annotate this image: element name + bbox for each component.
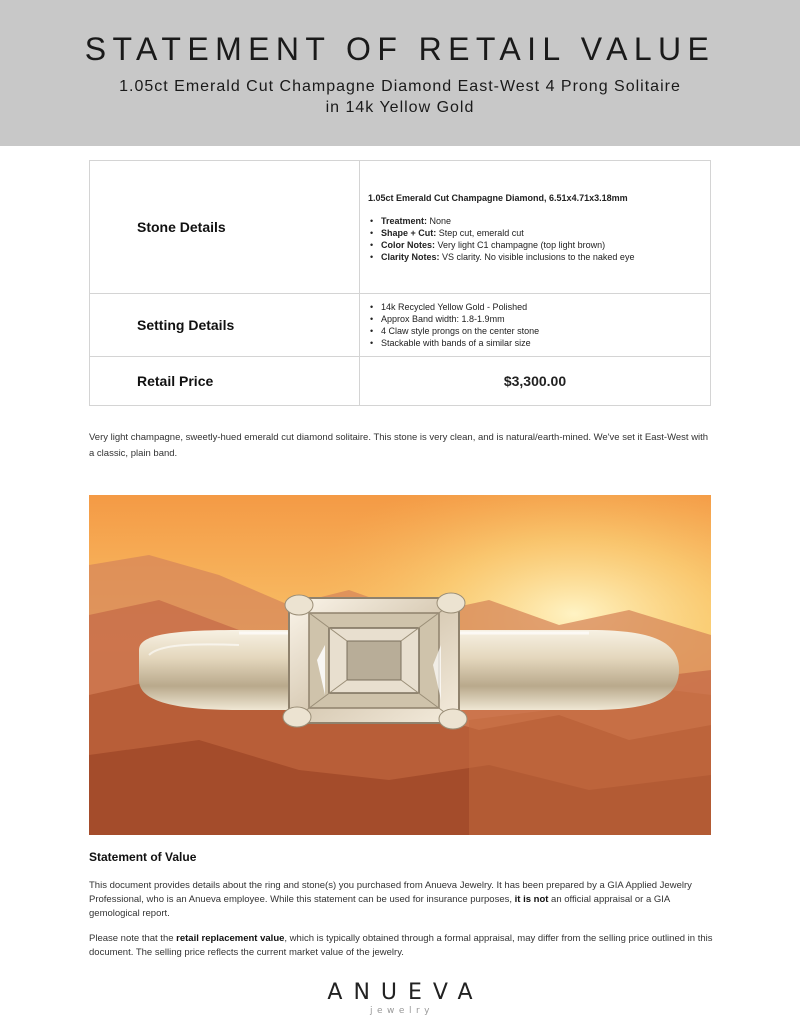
stone-detail-item: • Color Notes: Very light C1 champagne (top light brown) — [368, 239, 710, 251]
statement-of-value-heading: Statement of Value — [89, 850, 197, 864]
stone-detail-item: • Clarity Notes: VS clarity. No visible inclusions to the naked eye — [368, 251, 710, 263]
retail-price-value: $3,300.00 — [360, 357, 711, 406]
product-description: Very light champagne, sweetly-hued emerald cut diamond solitaire. This stone is very clean, and is natural/earth-mined. We've set it East-West with a classic, plain band. — [89, 432, 709, 459]
retail-price-label: Retail Price — [90, 357, 360, 406]
setting-detail-item: • Approx Band width: 1.8-1.9mm — [368, 313, 710, 325]
setting-detail-item: • 4 Claw style prongs on the center stone — [368, 325, 710, 337]
setting-details-row — [90, 294, 711, 357]
setting-details-label: Setting Details — [90, 294, 360, 357]
document-title: STATEMENT OF RETAIL VALUE — [84, 31, 716, 67]
stone-details-row — [90, 161, 711, 294]
stone-detail-item: • Treatment: None — [368, 215, 710, 227]
subtitle-line-2: in 14k Yellow Gold — [325, 99, 475, 116]
stone-heading: 1.05ct Emerald Cut Champagne Diamond, 6.51x4.71x3.18mm — [368, 192, 628, 203]
stone-details-list — [368, 215, 710, 263]
stone-detail-item: • Shape + Cut: Step cut, emerald cut — [368, 227, 710, 239]
header-banner — [0, 0, 800, 146]
anueva-logo — [0, 981, 800, 1017]
logo-tagline: jewelry — [370, 1006, 434, 1016]
setting-details-value — [360, 294, 711, 357]
document-subtitle — [0, 76, 800, 118]
stone-details-label: Stone Details — [90, 161, 360, 294]
setting-detail-item: • Stackable with bands of a similar size — [368, 337, 710, 349]
setting-detail-item: • 14k Recycled Yellow Gold - Polished — [368, 301, 710, 313]
details-table — [89, 160, 711, 406]
product-photo — [89, 495, 711, 835]
subtitle-line-1: 1.05ct Emerald Cut Champagne Diamond East-West 4 Prong Solitaire — [119, 78, 681, 95]
statement-paragraph-2: Please note that the retail replacement value, which is typically obtained through a formal appraisal, may differ from the selling price outlined in this document. The selling price reflects the current market value of the jewelry. — [89, 933, 713, 958]
logo-wordmark: ANUEVA — [327, 980, 484, 1005]
ring-photo-illustration — [89, 495, 711, 835]
statement-paragraph-1: This document provides details about the ring and stone(s) you purchased from Anueva Jewelry. It has been prepared by a GIA Applied Jewelry Professional, who is an Anueva employee. While this statement can be used for insurance purposes, it is not an official appraisal or a GIA gemological report. — [89, 880, 692, 919]
setting-details-list — [368, 301, 710, 349]
retail-price-row — [90, 357, 711, 406]
stone-details-value — [360, 161, 711, 294]
